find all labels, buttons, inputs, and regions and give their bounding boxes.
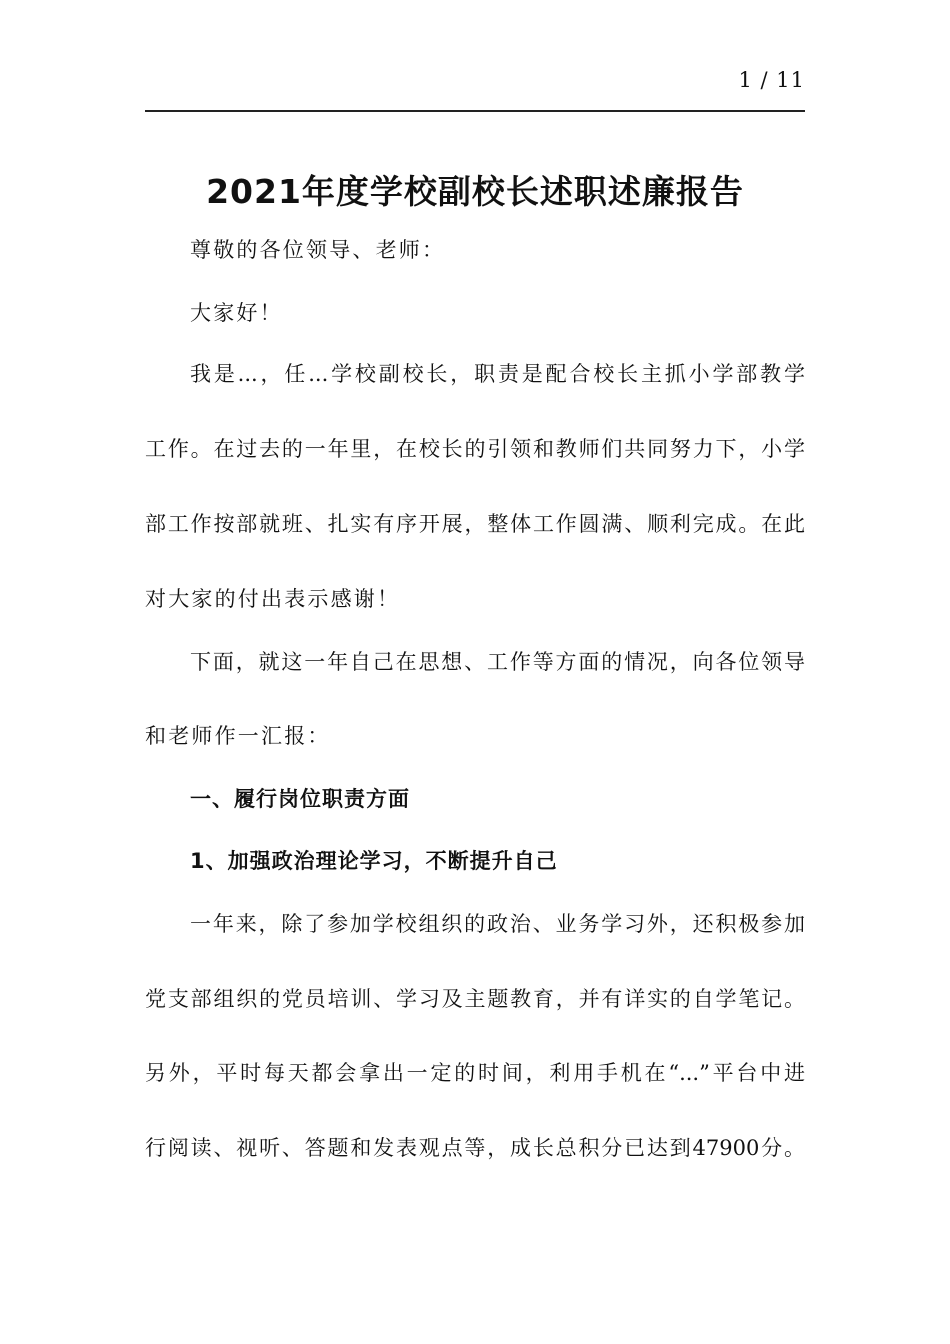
paragraph-line: 部工作按部就班、扎实有序开展，整体工作圆满、顺利完成。在此 bbox=[145, 512, 805, 536]
document-title: 2021年度学校副校长述职述廉报告 bbox=[206, 172, 744, 211]
paragraph-line: 对大家的付出表示感谢！ bbox=[145, 587, 401, 611]
paragraph-line: 工作。在过去的一年里，在校长的引领和教师们共同努力下，小学 bbox=[145, 437, 805, 461]
page-number: 1 / 11 bbox=[738, 68, 805, 92]
section-heading: 一、履行岗位职责方面 bbox=[190, 787, 410, 811]
paragraph-line: 下面，就这一年自己在思想、工作等方面的情况，向各位领导 bbox=[190, 650, 805, 674]
paragraph-line: 我是...，任...学校副校长，职责是配合校长主抓小学部教学 bbox=[190, 362, 805, 386]
paragraph-line: 行阅读、视听、答题和发表观点等，成长总积分已达到47900分。 bbox=[145, 1136, 805, 1160]
salutation: 尊敬的各位领导、老师： bbox=[190, 238, 446, 262]
header-rule bbox=[145, 110, 805, 112]
paragraph-line: 另外，平时每天都会拿出一定的时间，利用手机在“...”平台中进 bbox=[145, 1061, 805, 1085]
paragraph-line: 和老师作一汇报： bbox=[145, 724, 331, 748]
greeting: 大家好！ bbox=[190, 301, 283, 325]
subsection-heading: 1、加强政治理论学习，不断提升自己 bbox=[190, 849, 558, 873]
paragraph-line: 党支部组织的党员培训、学习及主题教育，并有详实的自学笔记。 bbox=[145, 987, 805, 1011]
paragraph-line: 一年来，除了参加学校组织的政治、业务学习外，还积极参加 bbox=[190, 912, 805, 936]
